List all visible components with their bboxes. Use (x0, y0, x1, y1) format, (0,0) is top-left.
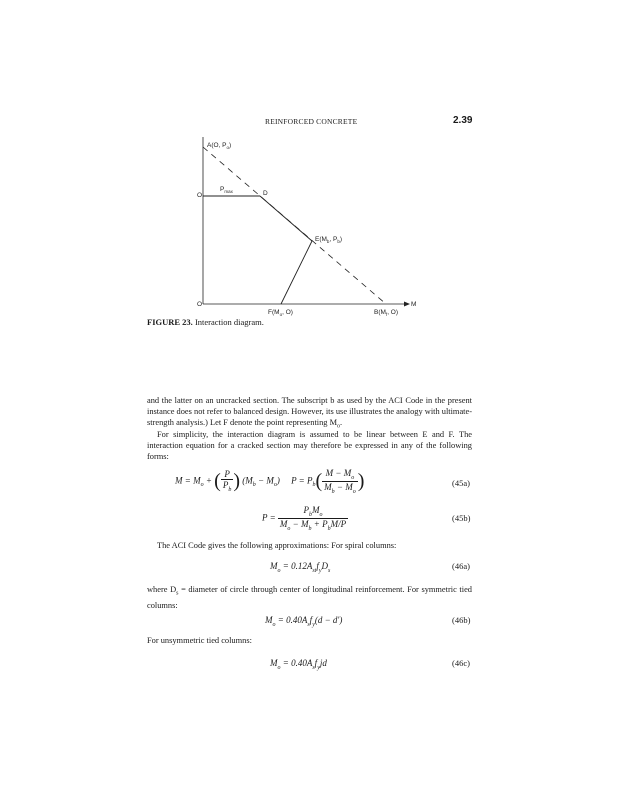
paragraph-2: For simplicity, the interaction diagram is assumed to be linear between E and F. The interaction equation for a cracked section may therefore be expressed in any of the following forms: (147, 430, 472, 462)
line-e-f (281, 241, 312, 304)
paragraph-5: For unsymmetric tied columns: (147, 636, 252, 645)
equation-46c: $M_o = 0.40A_sf_yjd$ (270, 658, 327, 671)
point-e-label: $E(M_b$, $P_b$) (315, 236, 343, 244)
y-tick-upper: O (197, 192, 203, 199)
paragraph-4: where $D_s$ = diameter of circle through center of longitudinal reinforcement. For symmetric tied columns: (147, 585, 472, 610)
equation-46a: $M_o = 0.12A_{st}f_yD_s$ (270, 561, 331, 574)
running-header-title: REINFORCED CONCRETE (265, 117, 358, 126)
point-f-label: $F(M_o$, O) (268, 309, 293, 317)
paragraph-1: and the latter on an uncracked section. The subscript b as used by the ACI Code in the present instance does not refer to balanced design. However, its use illustrates the analogy with ultimate-strength analysis.) Let F denote the point representing $M_o$. (147, 396, 472, 431)
equation-46c-number: (46c) (452, 658, 470, 668)
equation-46b-number: (46b) (452, 615, 471, 625)
interaction-diagram (0, 0, 617, 340)
p-max-label: $P_{max}$ (220, 186, 233, 194)
x-axis-arrow (404, 302, 410, 307)
equation-45a: $M = M_o$ + ( $\frac{P}{P_b}$ ) $(M_b - M_o)$ $P = P_b$( $\frac{M - M_o}{M_b - M_o}$ ) (175, 468, 365, 495)
page-number: 2.39 (453, 115, 473, 126)
equation-46a-number: (46a) (452, 561, 470, 571)
equation-46b: $M_o = 0.40A_sf_y(d - d')$ (265, 615, 343, 628)
point-a-label: A(O, $P_o$) (207, 142, 232, 150)
equation-45b: P = $\frac{P_bM_o}{M_o - M_b + P_bM/P}$ (262, 505, 347, 532)
paragraph-3: The ACI Code gives the following approximations: For spiral columns: (157, 541, 397, 550)
equation-45a-number: (45a) (452, 478, 470, 488)
axis-m-label: M (411, 301, 417, 308)
point-b-label: $B(M_f$, O) (374, 309, 399, 317)
equation-45b-number: (45b) (452, 513, 471, 523)
line-d-e (260, 196, 312, 241)
figure-caption: FIGURE 23. Interaction diagram. (147, 317, 264, 327)
point-d-label: D (263, 190, 268, 197)
y-tick-origin: O (197, 301, 203, 308)
